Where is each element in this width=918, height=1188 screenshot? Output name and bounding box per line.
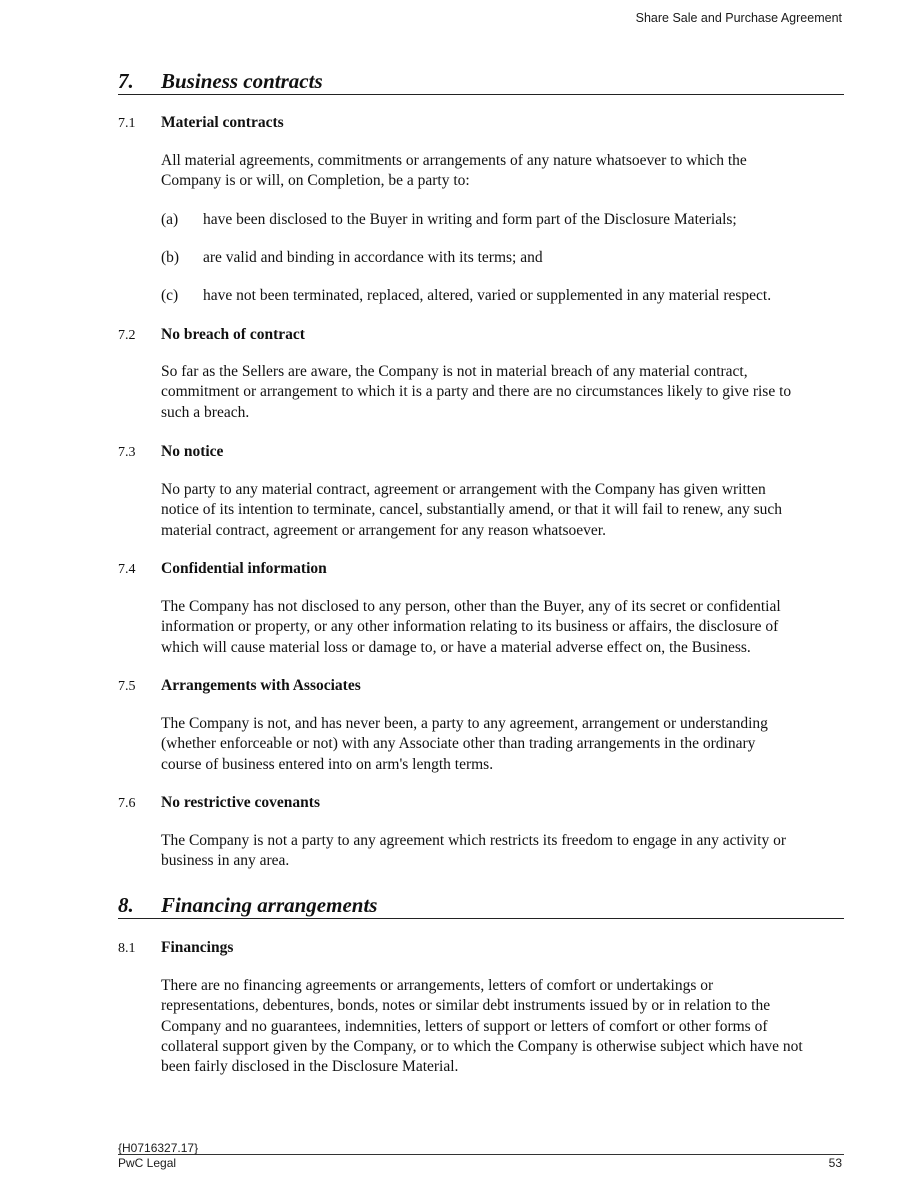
item-text: have not been terminated, replaced, altered, varied or supplemented in any material respect. — [203, 287, 772, 304]
page-number: 53 — [828, 1156, 842, 1170]
text-line: Company and no guarantees, indemnities, letters of support or letters of comfort or other forms of — [161, 1017, 768, 1035]
clause-7-6-title: No restrictive covenants — [161, 794, 320, 811]
section-8-heading — [118, 892, 844, 919]
text-line: been fairly disclosed in the Disclosure Material. — [161, 1058, 459, 1076]
text-line: (whether enforceable or not) with any Associate other than trading arrangements in the ordinary — [161, 735, 756, 753]
clause-7-1-title: Material contracts — [161, 114, 284, 131]
clause-7-6-body — [161, 831, 845, 872]
clause-7-2-number: 7.2 — [118, 328, 136, 343]
text-line: So far as the Sellers are aware, the Company is not in material breach of any material contract, — [161, 363, 748, 380]
text-line: material contract, agreement or arrangement for any reason whatsoever. — [161, 521, 606, 539]
clause-7-3-number: 7.3 — [118, 445, 136, 460]
text-line: notice of its intention to terminate, cancel, substantially amend, or that it will fail to renew, any such — [161, 501, 782, 519]
text-line: The Company is not a party to any agreement which restricts its freedom to engage in any activity or — [161, 832, 786, 849]
clause-7-1-number: 7.1 — [118, 116, 136, 131]
section-8-number: 8. — [118, 893, 134, 917]
item-text: have been disclosed to the Buyer in writing and form part of the Disclosure Materials; — [203, 211, 737, 228]
text-line: Company is or will, on Completion, be a party to: — [161, 172, 470, 190]
section-8-title: Financing arrangements — [161, 893, 378, 917]
text-line: The Company is not, and has never been, a party to any agreement, arrangement or understanding — [161, 715, 768, 732]
section-7-title: Business contracts — [161, 69, 323, 93]
running-header-title: Share Sale and Purchase Agreement — [635, 11, 842, 25]
text-line: such a breach. — [161, 403, 250, 421]
text-line: information or property, or any other information relating to its business or affairs, the disclosure of — [161, 618, 779, 636]
clause-7-5-title: Arrangements with Associates — [161, 677, 361, 694]
footer-divider — [118, 1154, 844, 1155]
text-line: representations, debentures, bonds, notes or similar debt instruments issued by or in relation to the — [161, 997, 771, 1015]
clause-7-4-title: Confidential information — [161, 560, 327, 577]
text-line: The Company has not disclosed to any person, other than the Buyer, any of its secret or confidential — [161, 598, 781, 615]
clause-7-3-body — [161, 480, 845, 541]
text-line: All material agreements, commitments or arrangements of any nature whatsoever to which the — [161, 152, 747, 169]
footer-organisation: PwC Legal — [118, 1156, 177, 1170]
clause-7-1-intro — [161, 151, 845, 192]
text-line: There are no financing agreements or arrangements, letters of comfort or undertakings or — [161, 977, 714, 994]
clause-7-5-number: 7.5 — [118, 679, 136, 694]
item-text: are valid and binding in accordance with its terms; and — [203, 249, 543, 266]
clause-7-4-number: 7.4 — [118, 562, 136, 577]
section-7-heading — [118, 68, 844, 95]
text-line: course of business entered into on arm's length terms. — [161, 755, 494, 773]
clause-8-1-number: 8.1 — [118, 941, 136, 956]
item-label: (c) — [161, 287, 179, 304]
text-line: commitment or arrangement to which it is a party and there are no circumstances likely to give rise to — [161, 383, 792, 401]
clause-8-1-title: Financings — [161, 939, 234, 956]
text-line: business in any area. — [161, 852, 290, 870]
clause-7-5-body — [161, 714, 845, 775]
clause-7-6-number: 7.6 — [118, 796, 136, 811]
item-label: (b) — [161, 249, 180, 266]
document-reference: {H0716327.17} — [118, 1141, 199, 1155]
clause-8-1-body — [161, 976, 845, 1077]
section-7-number: 7. — [118, 69, 134, 93]
clause-7-4-body — [161, 597, 845, 658]
item-label: (a) — [161, 211, 179, 228]
clause-7-3-title: No notice — [161, 443, 224, 460]
clause-7-2-body — [161, 362, 845, 423]
text-line: No party to any material contract, agreement or arrangement with the Company has given written — [161, 481, 766, 498]
text-line: which will cause material loss or damage to, or have a material adverse effect on, the Business. — [161, 638, 751, 656]
clause-7-2-title: No breach of contract — [161, 326, 305, 343]
text-line: collateral support given by the Company, or to which the Company is otherwise subject which have not — [161, 1037, 803, 1055]
